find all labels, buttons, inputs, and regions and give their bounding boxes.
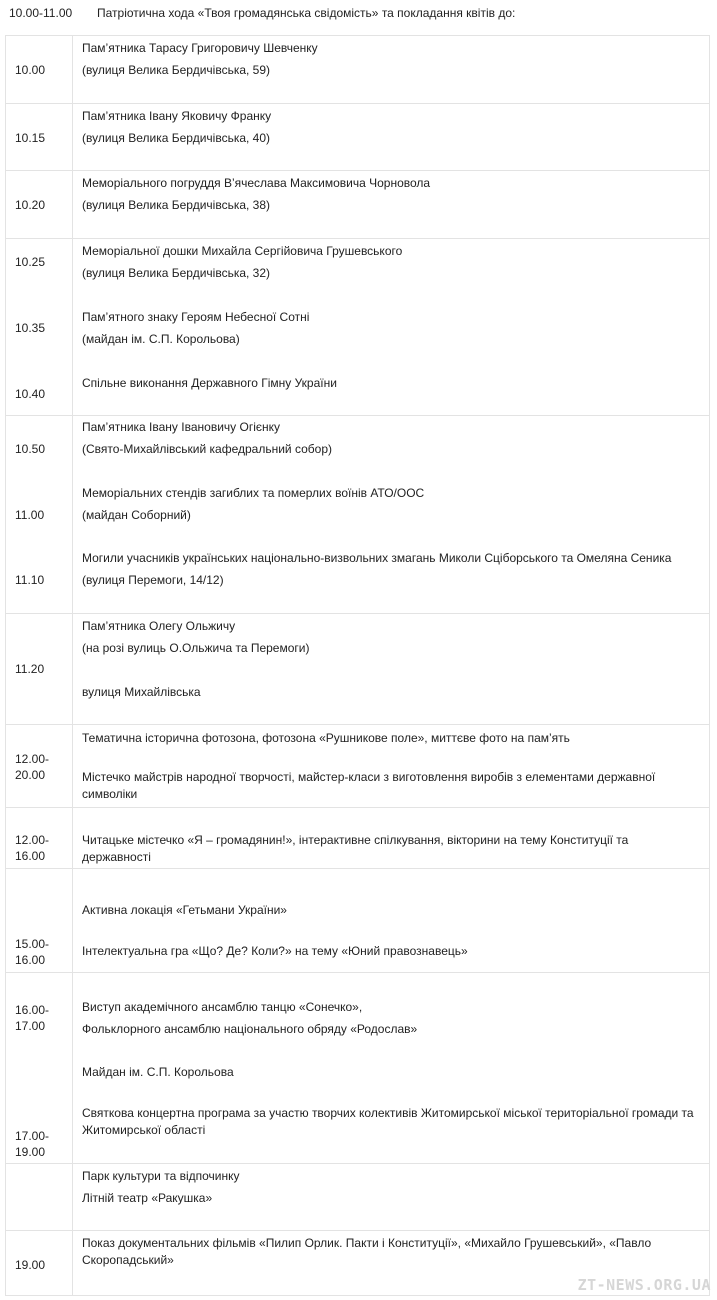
time-cell [6,104,73,171]
time-cell [6,808,73,869]
event-cell [73,171,710,239]
event-line: вулиця Михайлівська [82,685,201,699]
time-label: 10.25 [15,255,46,269]
event-line: Меморіальної дошки Михайла Сергійовича Грушевського [82,244,403,258]
event-cell [73,725,710,808]
time-cell [6,1231,73,1296]
table-row [6,416,710,614]
time-cell [6,725,73,808]
time-cell [6,1164,73,1231]
event-line: Читацьке містечко «Я – громадянин!», інтерактивне спілкування, вікторини на тему Конституції та державності [82,833,629,864]
event-line: Меморіального погруддя В’ячеслава Максимовича Чорновола [82,176,431,190]
time-label: 10.15 [15,131,46,145]
event-line: Активна локація «Гетьмани України» [82,903,287,917]
time-cell [6,973,73,1164]
event-line: Показ документальних фільмів «Пилип Орлик. Пакти і Конституції», «Михайло Грушевський», «Павло Скоропадський» [82,1236,652,1267]
event-line: Пам’ятного знаку Героям Небесної Сотні [82,310,310,324]
event-address: (на розі вулиць О.Ольжича та Перемоги) [82,641,310,655]
table-row [6,725,710,808]
event-line: Парк культури та відпочинку [82,1169,240,1183]
table-row [6,808,710,869]
event-line: Пам’ятника Олегу Ольжичу [82,619,236,633]
event-address: (вулиця Велика Бердичівська, 59) [82,63,271,77]
time-label: 15.00- [15,937,50,951]
time-cell [6,416,73,614]
time-cell [6,239,73,416]
time-cell [6,171,73,239]
event-line: Спільне виконання Державного Гімну України [82,376,337,390]
event-line: Могили учасників українських національно-визвольних змагань Миколи Сціборського та Омеляна Сеника [82,551,672,565]
time-label: 11.00 [15,508,45,522]
event-line: Меморіальних стендів загиблих та померлих воїнів АТО/ООС [82,486,425,500]
watermark: ZT-NEWS.ORG.UA [577,1276,711,1294]
event-line: Пам’ятника Івану Яковичу Франку [82,109,272,123]
event-address: (вулиця Велика Бердичівська, 40) [82,131,271,145]
event-cell [73,239,710,416]
event-cell [73,1164,710,1231]
time-label: 20.00 [15,768,46,782]
event-cell [73,973,710,1164]
intro-description: Патріотична хода «Твоя громадянська свідомість» та покладання квітів до: [97,6,516,20]
table-row [6,36,710,104]
time-label: 10.40 [15,387,46,401]
time-cell [6,614,73,725]
table-row [6,171,710,239]
event-line: Святкова концертна програма за участю творчих колективів Житомирської міської територіальної громади та Житомирської області [82,1106,694,1137]
event-cell [73,104,710,171]
event-address: (майдан Соборний) [82,508,191,522]
time-label: 16.00- [15,1003,50,1017]
time-label: 10.50 [15,442,46,456]
table-row [6,869,710,973]
event-cell [73,614,710,725]
event-cell [73,869,710,973]
time-label: 17.00- [15,1129,50,1143]
time-label: 12.00- [15,752,50,766]
event-line: Інтелектуальна гра «Що? Де? Коли?» на тему «Юний правознавець» [82,944,468,958]
event-address: (вулиця Велика Бердичівська, 38) [82,198,271,212]
intro-time: 10.00-11.00 [9,6,73,20]
event-line: Пам’ятника Тарасу Григоровичу Шевченку [82,41,318,55]
table-row [6,1164,710,1231]
event-line: Тематична історична фотозона, фотозона «Рушникове поле», миттєве фото на пам’ять [82,731,570,745]
event-line: Виступ академічного ансамблю танцю «Сонечко», [82,1000,363,1014]
time-label: 17.00 [15,1019,46,1033]
time-label: 10.35 [15,321,46,335]
table-row [6,239,710,416]
event-cell [73,416,710,614]
time-label: 19.00 [15,1258,46,1272]
event-line: Пам’ятника Івану Івановичу Огієнку [82,420,280,434]
event-line: Майдан ім. С.П. Корольова [82,1065,234,1079]
intro-line [0,6,717,26]
time-label: 11.20 [15,662,45,676]
event-address: (вулиця Перемоги, 14/12) [82,573,224,587]
time-label: 11.10 [15,573,45,587]
event-address: (Свято-Михайлівський кафедральний собор) [82,442,332,456]
time-label: 19.00 [15,1145,46,1159]
table-row [6,973,710,1164]
event-address: (майдан ім. С.П. Корольова) [82,332,240,346]
time-label: 12.00- [15,833,50,847]
time-label: 16.00 [15,953,46,967]
table-row [6,104,710,171]
time-cell [6,869,73,973]
event-cell [73,36,710,104]
table-row [6,614,710,725]
event-line: Фольклорного ансамблю національного обряду «Родослав» [82,1022,418,1036]
time-label: 10.20 [15,198,46,212]
time-label: 16.00 [15,849,46,863]
event-line: Літній театр «Ракушка» [82,1191,213,1205]
schedule-table [5,35,710,1296]
time-label: 10.00 [15,63,46,77]
event-address: (вулиця Велика Бердичівська, 32) [82,266,271,280]
event-line: Містечко майстрів народної творчості, майстер-класи з виготовлення виробів з елементами державної символіки [82,770,656,801]
time-cell [6,36,73,104]
event-cell [73,808,710,869]
